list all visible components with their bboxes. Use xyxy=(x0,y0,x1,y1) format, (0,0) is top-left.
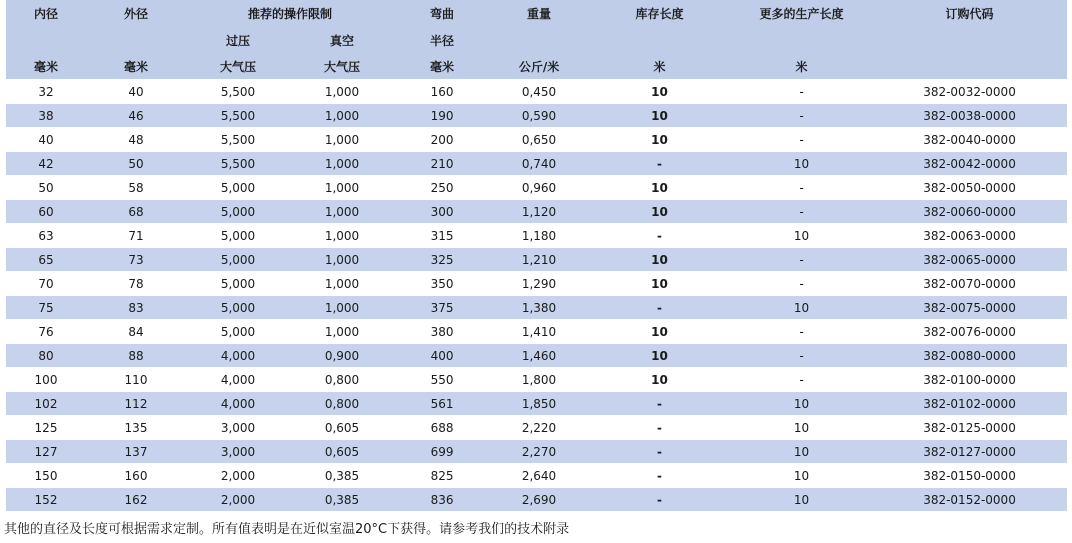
cell-stock-length: - xyxy=(588,296,731,320)
cell-more-length: - xyxy=(731,248,872,272)
cell-inner-diameter: 42 xyxy=(6,152,86,176)
cell-more-length: - xyxy=(731,344,872,368)
cell-order-code: 382-0042-0000 xyxy=(872,152,1067,176)
cell-weight: 2,270 xyxy=(490,440,588,464)
cell-pressure: 3,000 xyxy=(186,416,290,440)
cell-weight: 2,640 xyxy=(490,464,588,488)
cell-bend-radius: 250 xyxy=(394,176,490,200)
cell-pressure: 5,500 xyxy=(186,104,290,128)
cell-stock-length: - xyxy=(588,464,731,488)
cell-more-length: - xyxy=(731,320,872,344)
cell-more-length: 10 xyxy=(731,416,872,440)
table-row xyxy=(6,176,1067,200)
cell-outer-diameter: 137 xyxy=(86,440,186,464)
unit-more-m: 米 xyxy=(795,59,808,74)
cell-pressure: 5,000 xyxy=(186,224,290,248)
cell-more-length: - xyxy=(731,128,872,152)
table-row xyxy=(6,200,1067,224)
cell-more-length: 10 xyxy=(731,152,872,176)
cell-bend-radius: 350 xyxy=(394,272,490,296)
cell-outer-diameter: 40 xyxy=(86,80,186,104)
cell-inner-diameter: 152 xyxy=(6,488,86,512)
cell-vacuum: 1,000 xyxy=(290,104,394,128)
cell-order-code: 382-0127-0000 xyxy=(872,440,1067,464)
cell-more-length: - xyxy=(731,368,872,392)
cell-order-code: 382-0076-0000 xyxy=(872,320,1067,344)
cell-inner-diameter: 75 xyxy=(6,296,86,320)
table-row xyxy=(6,464,1067,488)
cell-pressure: 4,000 xyxy=(186,344,290,368)
col-operating-limits: 推荐的操作限制 xyxy=(248,7,333,21)
cell-order-code: 382-0040-0000 xyxy=(872,128,1067,152)
cell-bend-radius: 190 xyxy=(394,104,490,128)
cell-stock-length: - xyxy=(588,440,731,464)
cell-more-length: 10 xyxy=(731,464,872,488)
table-row xyxy=(6,416,1067,440)
unit-outer-mm: 毫米 xyxy=(123,59,148,74)
cell-outer-diameter: 71 xyxy=(86,224,186,248)
cell-inner-diameter: 40 xyxy=(6,128,86,152)
cell-outer-diameter: 135 xyxy=(86,416,186,440)
cell-outer-diameter: 160 xyxy=(86,464,186,488)
unit-weight-kgm: 公斤/米 xyxy=(518,59,560,74)
cell-bend-radius: 200 xyxy=(394,128,490,152)
cell-outer-diameter: 48 xyxy=(86,128,186,152)
cell-outer-diameter: 83 xyxy=(86,296,186,320)
cell-weight: 1,410 xyxy=(490,320,588,344)
cell-bend-radius: 688 xyxy=(394,416,490,440)
cell-pressure: 5,000 xyxy=(186,272,290,296)
subcol-pressure: 过压 xyxy=(225,33,250,48)
cell-bend-radius: 825 xyxy=(394,464,490,488)
table-row xyxy=(6,224,1067,248)
cell-order-code: 382-0070-0000 xyxy=(872,272,1067,296)
cell-stock-length: 10 xyxy=(588,200,731,224)
cell-weight: 1,290 xyxy=(490,272,588,296)
cell-weight: 2,690 xyxy=(490,488,588,512)
table-row xyxy=(6,344,1067,368)
unit-inner-mm: 毫米 xyxy=(33,59,58,74)
cell-bend-radius: 836 xyxy=(394,488,490,512)
cell-vacuum: 1,000 xyxy=(290,128,394,152)
unit-vacuum-atm: 大气压 xyxy=(324,59,361,74)
cell-inner-diameter: 100 xyxy=(6,368,86,392)
cell-bend-radius: 400 xyxy=(394,344,490,368)
cell-stock-length: - xyxy=(588,488,731,512)
cell-order-code: 382-0075-0000 xyxy=(872,296,1067,320)
cell-more-length: - xyxy=(731,80,872,104)
cell-pressure: 4,000 xyxy=(186,368,290,392)
cell-inner-diameter: 60 xyxy=(6,200,86,224)
table-row xyxy=(6,152,1067,176)
cell-pressure: 5,500 xyxy=(186,128,290,152)
cell-bend-radius: 160 xyxy=(394,80,490,104)
cell-inner-diameter: 80 xyxy=(6,344,86,368)
cell-weight: 1,800 xyxy=(490,368,588,392)
cell-weight: 0,960 xyxy=(490,176,588,200)
cell-outer-diameter: 112 xyxy=(86,392,186,416)
cell-stock-length: 10 xyxy=(588,176,731,200)
cell-order-code: 382-0102-0000 xyxy=(872,392,1067,416)
cell-pressure: 3,000 xyxy=(186,440,290,464)
table-header xyxy=(6,0,1067,80)
cell-more-length: 10 xyxy=(731,440,872,464)
cell-order-code: 382-0125-0000 xyxy=(872,416,1067,440)
cell-vacuum: 0,605 xyxy=(290,416,394,440)
cell-vacuum: 1,000 xyxy=(290,320,394,344)
cell-more-length: 10 xyxy=(731,392,872,416)
cell-order-code: 382-0100-0000 xyxy=(872,368,1067,392)
cell-bend-radius: 210 xyxy=(394,152,490,176)
cell-inner-diameter: 70 xyxy=(6,272,86,296)
table-row xyxy=(6,488,1067,512)
cell-pressure: 5,000 xyxy=(186,296,290,320)
cell-bend-radius: 300 xyxy=(394,200,490,224)
table-row xyxy=(6,296,1067,320)
hose-spec-table xyxy=(6,0,1067,511)
cell-stock-length: 10 xyxy=(588,248,731,272)
cell-pressure: 5,500 xyxy=(186,152,290,176)
footnote: 其他的直径及长度可根据需求定制。所有值表明是在近似室温20°C下获得。请参考我们的技术附录 xyxy=(4,522,570,537)
cell-order-code: 382-0063-0000 xyxy=(872,224,1067,248)
cell-vacuum: 1,000 xyxy=(290,176,394,200)
cell-stock-length: 10 xyxy=(588,368,731,392)
cell-bend-radius: 380 xyxy=(394,320,490,344)
cell-weight: 0,740 xyxy=(490,152,588,176)
cell-weight: 1,380 xyxy=(490,296,588,320)
cell-stock-length: 10 xyxy=(588,344,731,368)
cell-outer-diameter: 162 xyxy=(86,488,186,512)
subcol-vacuum: 真空 xyxy=(330,33,355,48)
cell-order-code: 382-0080-0000 xyxy=(872,344,1067,368)
table-row xyxy=(6,272,1067,296)
cell-vacuum: 0,385 xyxy=(290,464,394,488)
cell-outer-diameter: 46 xyxy=(86,104,186,128)
cell-outer-diameter: 78 xyxy=(86,272,186,296)
table-row xyxy=(6,320,1067,344)
unit-pressure-atm: 大气压 xyxy=(219,59,256,74)
cell-pressure: 5,000 xyxy=(186,176,290,200)
cell-order-code: 382-0032-0000 xyxy=(872,80,1067,104)
cell-stock-length: - xyxy=(588,152,731,176)
table-row xyxy=(6,248,1067,272)
cell-outer-diameter: 73 xyxy=(86,248,186,272)
unit-radius-mm: 毫米 xyxy=(430,59,455,74)
cell-vacuum: 0,800 xyxy=(290,392,394,416)
subcol-radius: 半径 xyxy=(430,33,455,48)
table-body xyxy=(6,80,1067,512)
cell-inner-diameter: 38 xyxy=(6,104,86,128)
cell-vacuum: 1,000 xyxy=(290,152,394,176)
cell-order-code: 382-0060-0000 xyxy=(872,200,1067,224)
cell-more-length: - xyxy=(731,272,872,296)
table-row xyxy=(6,128,1067,152)
cell-pressure: 5,000 xyxy=(186,200,290,224)
cell-more-length: 10 xyxy=(731,488,872,512)
cell-more-length: 10 xyxy=(731,224,872,248)
cell-inner-diameter: 102 xyxy=(6,392,86,416)
cell-weight: 1,210 xyxy=(490,248,588,272)
cell-outer-diameter: 88 xyxy=(86,344,186,368)
cell-bend-radius: 699 xyxy=(394,440,490,464)
cell-inner-diameter: 65 xyxy=(6,248,86,272)
col-more-length: 更多的生产长度 xyxy=(759,7,844,21)
col-bend: 弯曲 xyxy=(430,7,455,21)
cell-order-code: 382-0150-0000 xyxy=(872,464,1067,488)
cell-order-code: 382-0050-0000 xyxy=(872,176,1067,200)
cell-vacuum: 1,000 xyxy=(290,248,394,272)
cell-pressure: 2,000 xyxy=(186,464,290,488)
cell-pressure: 5,000 xyxy=(186,248,290,272)
cell-vacuum: 0,385 xyxy=(290,488,394,512)
cell-pressure: 5,500 xyxy=(186,80,290,104)
cell-stock-length: 10 xyxy=(588,104,731,128)
cell-inner-diameter: 32 xyxy=(6,80,86,104)
cell-vacuum: 1,000 xyxy=(290,272,394,296)
col-weight: 重量 xyxy=(527,7,552,21)
cell-inner-diameter: 150 xyxy=(6,464,86,488)
cell-more-length: - xyxy=(731,200,872,224)
cell-weight: 0,590 xyxy=(490,104,588,128)
cell-bend-radius: 375 xyxy=(394,296,490,320)
cell-inner-diameter: 125 xyxy=(6,416,86,440)
cell-weight: 1,850 xyxy=(490,392,588,416)
cell-inner-diameter: 127 xyxy=(6,440,86,464)
table-row xyxy=(6,368,1067,392)
cell-vacuum: 0,900 xyxy=(290,344,394,368)
cell-outer-diameter: 84 xyxy=(86,320,186,344)
cell-weight: 0,650 xyxy=(490,128,588,152)
cell-pressure: 5,000 xyxy=(186,320,290,344)
cell-outer-diameter: 68 xyxy=(86,200,186,224)
cell-bend-radius: 550 xyxy=(394,368,490,392)
cell-vacuum: 1,000 xyxy=(290,80,394,104)
cell-inner-diameter: 63 xyxy=(6,224,86,248)
cell-more-length: - xyxy=(731,176,872,200)
unit-stock-m: 米 xyxy=(653,59,666,74)
cell-weight: 0,450 xyxy=(490,80,588,104)
table-row xyxy=(6,392,1067,416)
cell-weight: 1,460 xyxy=(490,344,588,368)
cell-vacuum: 0,605 xyxy=(290,440,394,464)
cell-vacuum: 1,000 xyxy=(290,296,394,320)
cell-stock-length: 10 xyxy=(588,320,731,344)
cell-vacuum: 1,000 xyxy=(290,224,394,248)
cell-inner-diameter: 50 xyxy=(6,176,86,200)
cell-pressure: 4,000 xyxy=(186,392,290,416)
cell-bend-radius: 315 xyxy=(394,224,490,248)
cell-bend-radius: 561 xyxy=(394,392,490,416)
cell-outer-diameter: 110 xyxy=(86,368,186,392)
cell-outer-diameter: 58 xyxy=(86,176,186,200)
cell-order-code: 382-0152-0000 xyxy=(872,488,1067,512)
cell-stock-length: - xyxy=(588,392,731,416)
cell-order-code: 382-0038-0000 xyxy=(872,104,1067,128)
cell-weight: 1,120 xyxy=(490,200,588,224)
cell-stock-length: - xyxy=(588,416,731,440)
cell-outer-diameter: 50 xyxy=(86,152,186,176)
cell-order-code: 382-0065-0000 xyxy=(872,248,1067,272)
table-row xyxy=(6,80,1067,104)
table-row xyxy=(6,440,1067,464)
cell-stock-length: 10 xyxy=(588,272,731,296)
cell-pressure: 2,000 xyxy=(186,488,290,512)
cell-bend-radius: 325 xyxy=(394,248,490,272)
cell-inner-diameter: 76 xyxy=(6,320,86,344)
cell-vacuum: 1,000 xyxy=(290,200,394,224)
cell-stock-length: 10 xyxy=(588,128,731,152)
cell-vacuum: 0,800 xyxy=(290,368,394,392)
cell-more-length: 10 xyxy=(731,296,872,320)
cell-more-length: - xyxy=(731,104,872,128)
col-order-code: 订购代码 xyxy=(945,7,994,21)
col-stock-length: 库存长度 xyxy=(635,7,684,21)
cell-stock-length: 10 xyxy=(588,80,731,104)
table-row xyxy=(6,104,1067,128)
col-inner-diameter: 内径 xyxy=(33,7,58,21)
cell-stock-length: - xyxy=(588,224,731,248)
cell-weight: 2,220 xyxy=(490,416,588,440)
col-outer-diameter: 外径 xyxy=(123,7,148,21)
cell-weight: 1,180 xyxy=(490,224,588,248)
